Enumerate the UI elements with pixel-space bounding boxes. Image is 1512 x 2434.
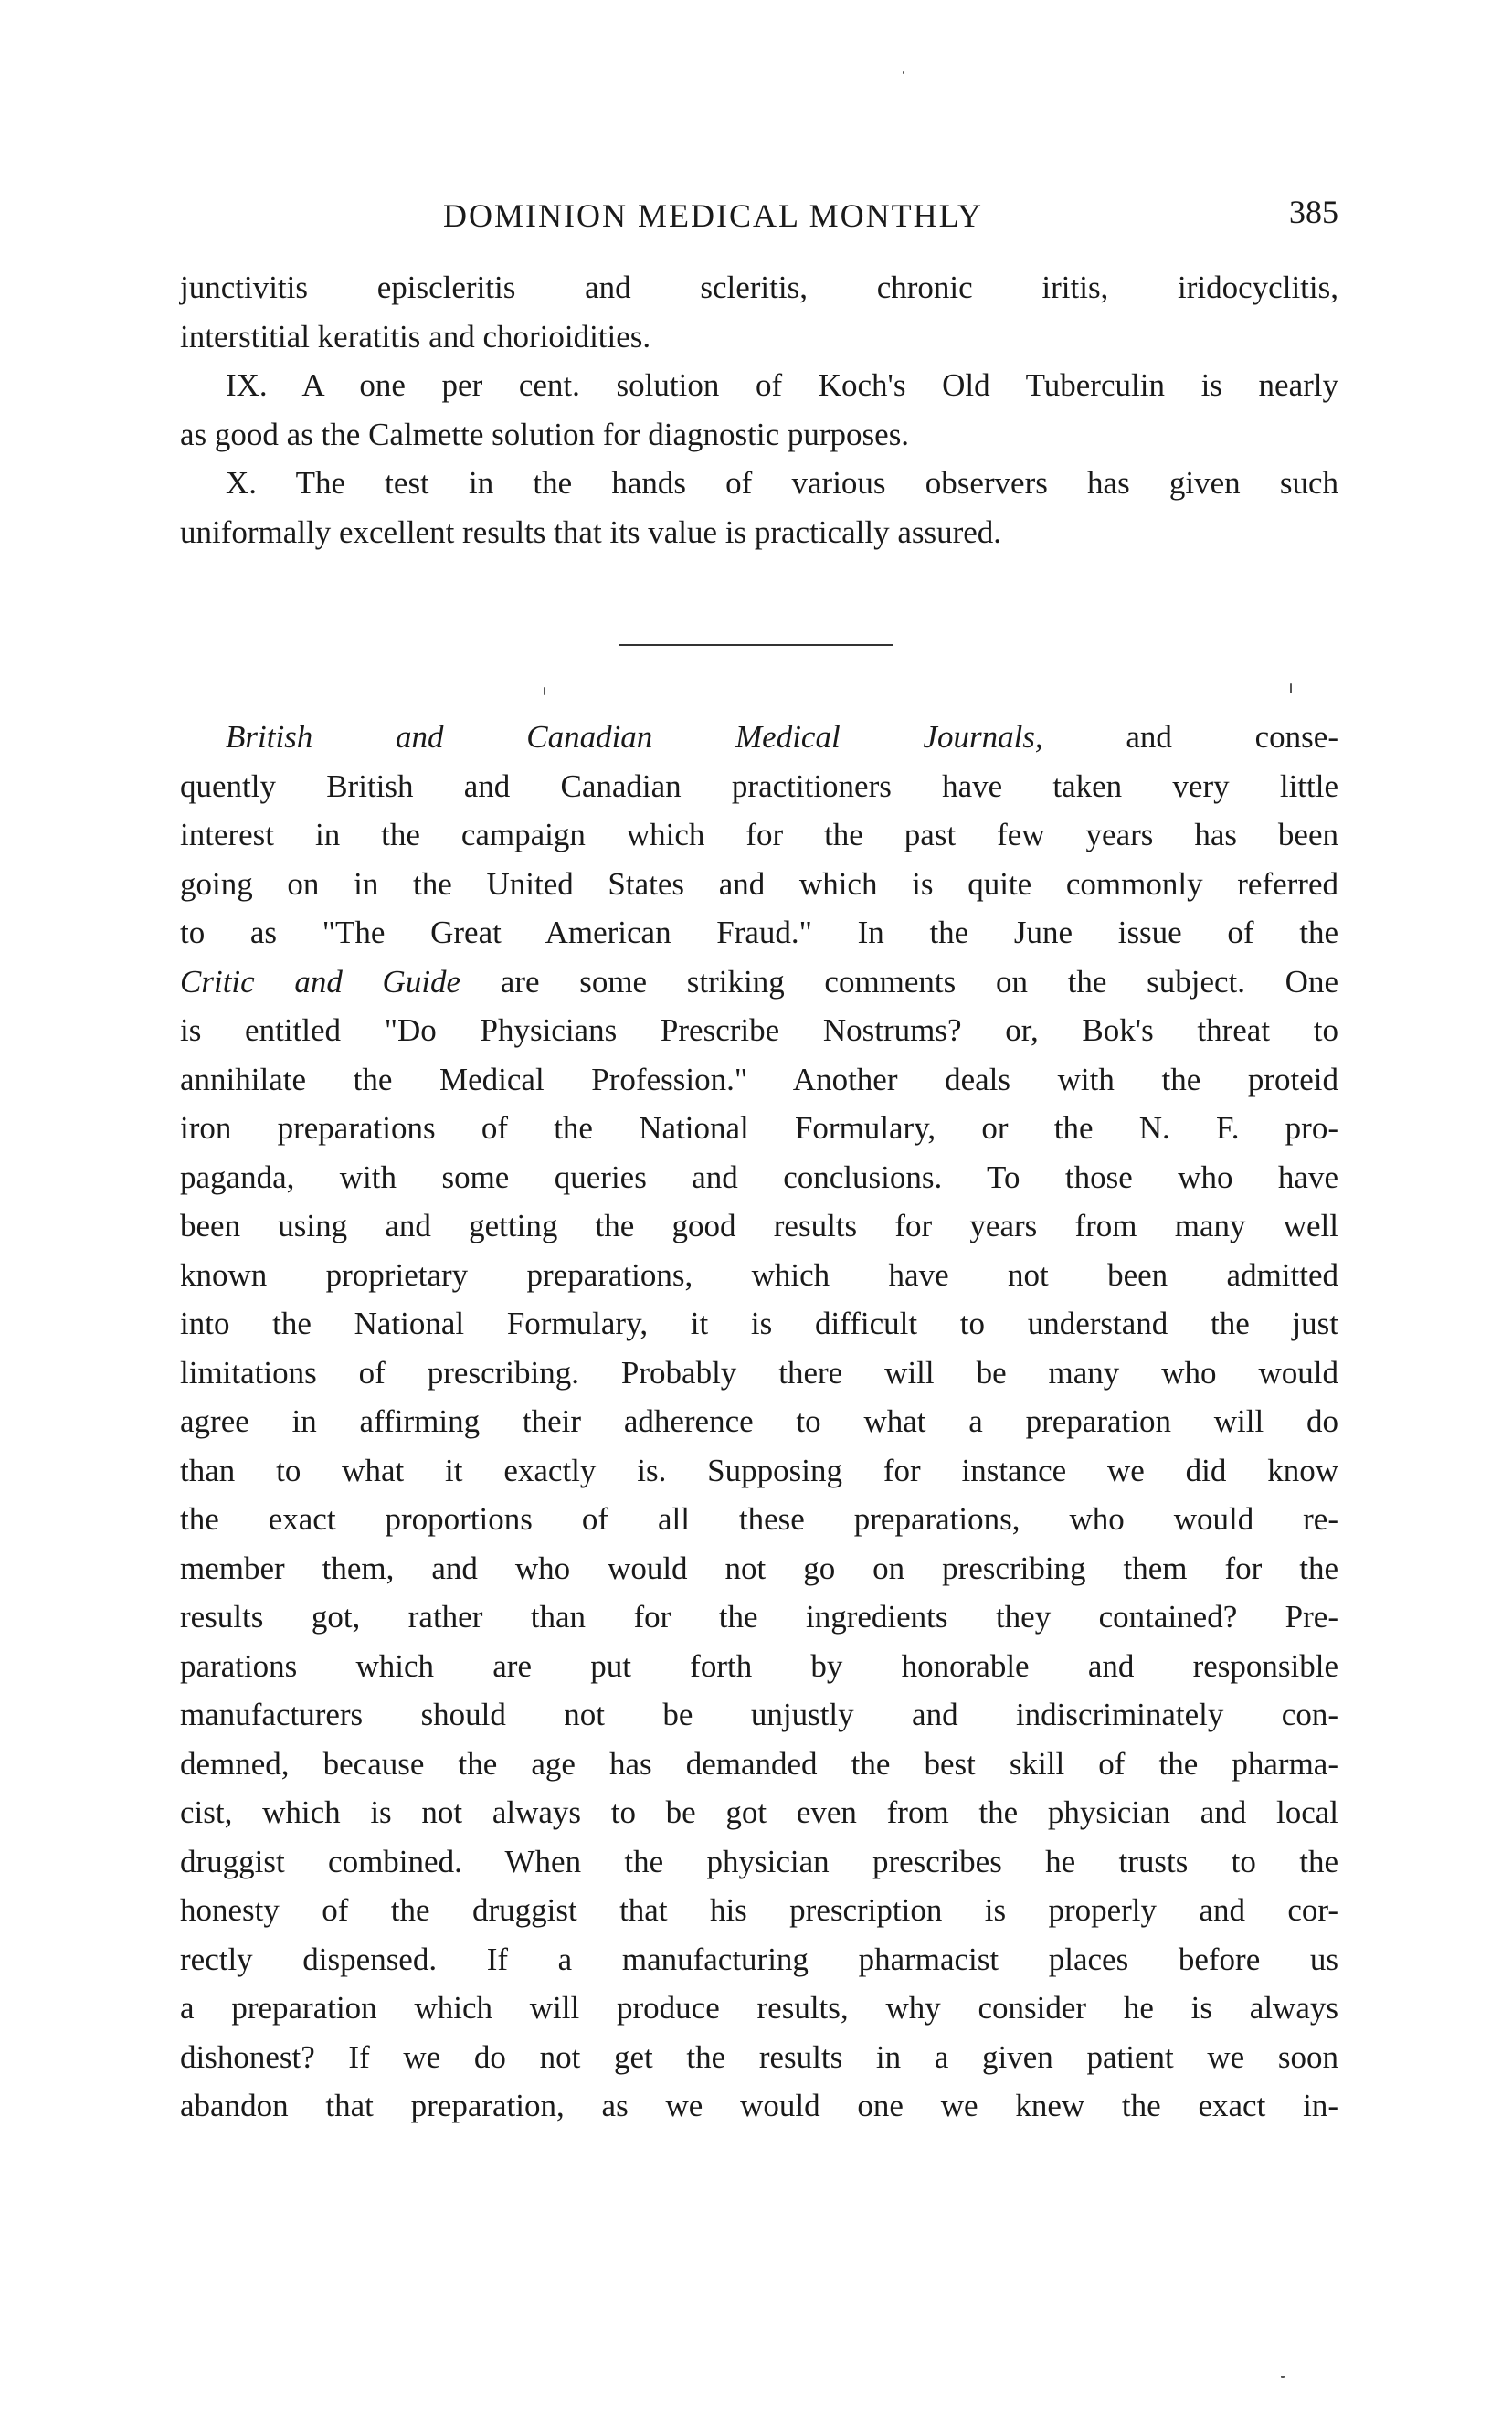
- text-line: abandon that preparation, as we would one we knew the exact in-: [180, 2088, 1338, 2123]
- text-line: honesty of the druggist that his prescription is properly and cor-: [180, 1892, 1338, 1928]
- text-line: going on in the United States and which is quite commonly referred: [180, 865, 1338, 902]
- section-divider: [619, 644, 893, 646]
- text-line: cist, which is not always to be got even from the physician and local: [180, 1794, 1338, 1830]
- text-line: quently British and Canadian practitioners have taken very little: [180, 767, 1338, 804]
- text-line: IX. A one per cent. solution of Koch's Old Tuberculin is nearly: [226, 367, 1338, 403]
- text-line: dishonest? If we do not get the results in a given patient we soon: [180, 2038, 1338, 2075]
- text-line: agree in affirming their adherence to what a preparation will do: [180, 1403, 1338, 1439]
- text-line: iron preparations of the National Formulary, or the N. F. pro-: [180, 1110, 1338, 1146]
- text-line: results got, rather than for the ingredients they contained? Pre-: [180, 1599, 1338, 1635]
- running-head: [178, 196, 1338, 242]
- text-line: as good as the Calmette solution for diagnostic purposes.: [180, 416, 910, 452]
- text-line: is entitled "Do Physicians Prescribe Nostrums? or, Bok's threat to: [180, 1012, 1338, 1048]
- scan-speck: [544, 687, 545, 695]
- text-line: been using and getting the good results for years from many well: [180, 1208, 1338, 1243]
- text-line: than to what it exactly is. Supposing for instance we did know: [180, 1452, 1338, 1488]
- italic-title: Critic and Guide: [180, 963, 461, 1000]
- italic-title: British and Canadian Medical Journals,: [226, 719, 1043, 755]
- conclusions-section: [180, 263, 1338, 556]
- text-line: demned, because the age has demanded the best skill of the pharma-: [180, 1745, 1338, 1782]
- text-line: X. The test in the hands of various observers has given such: [226, 465, 1338, 501]
- text-line: uniformally excellent results that its value is practically assured.: [180, 513, 1002, 550]
- text-line: interstitial keratitis and chorioidities.: [180, 318, 651, 355]
- text-line: the exact proportions of all these preparations, who would re-: [180, 1501, 1338, 1537]
- journal-title: DOMINION MEDICAL MONTHLY: [443, 197, 984, 234]
- scan-speck: [1281, 2376, 1285, 2378]
- text-line: a preparation which will produce results, why consider he is always: [180, 1990, 1338, 2026]
- scan-speck: [1290, 683, 1292, 693]
- page-number: 385: [1289, 194, 1338, 230]
- text-line: interest in the campaign which for the past few years has been: [180, 817, 1338, 852]
- text-line: [180, 713, 1338, 762]
- text-line: druggist combined. When the physician prescribes he trusts to the: [180, 1843, 1338, 1879]
- editorial-paragraph: [180, 713, 1338, 2131]
- text-run: and conse-: [1042, 719, 1338, 755]
- text-line: parations which are put forth by honorable and responsible: [180, 1647, 1338, 1684]
- text-line: known proprietary preparations, which have not been admitted: [180, 1256, 1338, 1293]
- text-line: [180, 958, 1338, 1007]
- text-line: to as "The Great American Fraud." In the June issue of the: [180, 915, 1338, 950]
- text-line: rectly dispensed. If a manufacturing pharmacist places before us: [180, 1941, 1338, 1977]
- text-line: paganda, with some queries and conclusions. To those who have: [180, 1159, 1338, 1195]
- scan-speck: [903, 71, 904, 74]
- text-line: into the National Formulary, it is difficult to understand the just: [180, 1306, 1338, 1341]
- text-line: manufacturers should not be unjustly and indiscriminately con-: [180, 1697, 1338, 1732]
- text-line: member them, and who would not go on prescribing them for the: [180, 1550, 1338, 1586]
- text-line: limitations of prescribing. Probably there will be many who would: [180, 1354, 1338, 1391]
- text-run: are some striking comments on the subject. One: [460, 963, 1338, 1000]
- text-line: junctivitis episcleritis and scleritis, chronic iritis, iridocyclitis,: [180, 270, 1338, 305]
- text-line: annihilate the Medical Profession." Another deals with the proteid: [180, 1061, 1338, 1097]
